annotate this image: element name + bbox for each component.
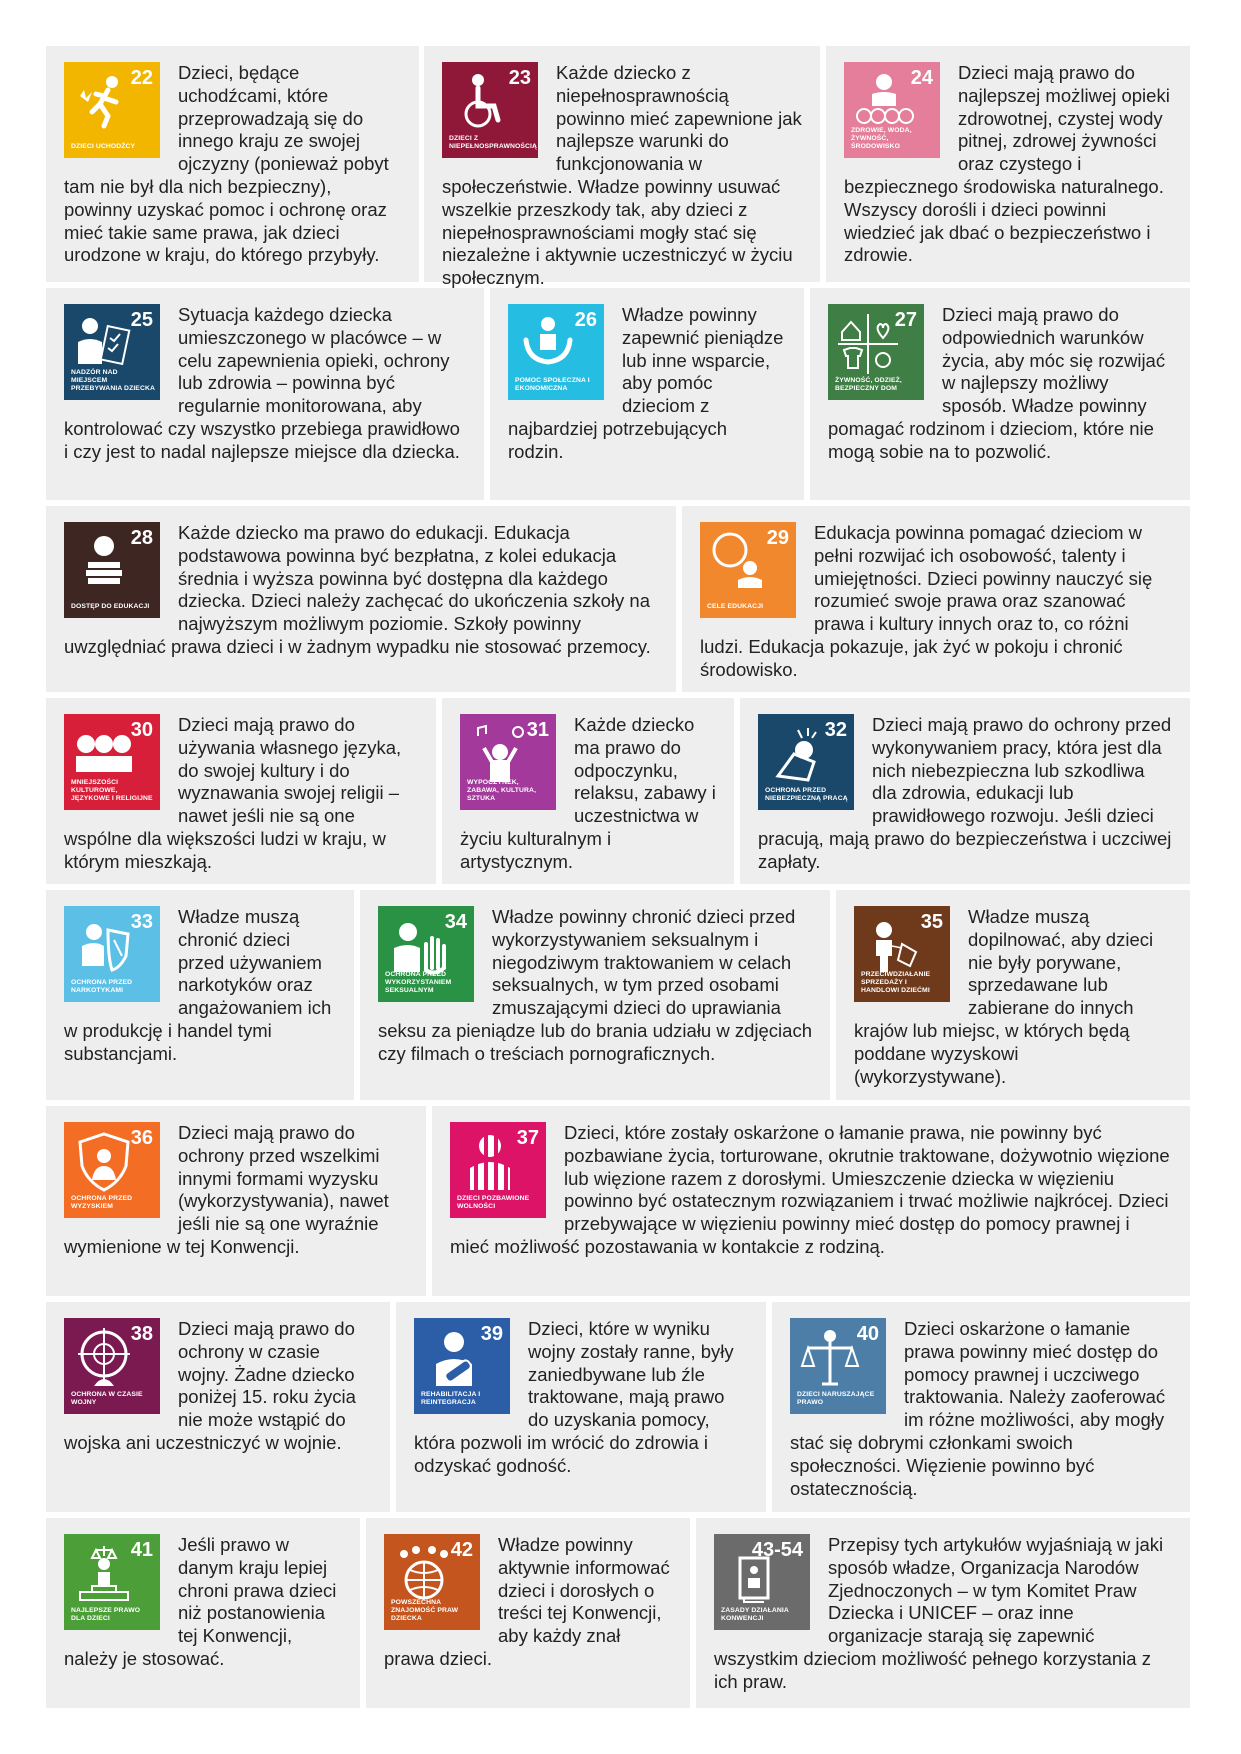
article-caption: DZIECI NARUSZAJĄCE PRAWO	[797, 1391, 875, 1406]
article-card-22	[46, 46, 419, 282]
music-play-icon	[470, 724, 530, 784]
article-number: 22	[130, 67, 153, 89]
article-card-27	[810, 288, 1190, 500]
article-caption: DOSTĘP DO EDUKACJI	[71, 603, 150, 610]
article-tile	[828, 304, 924, 400]
article-text: Każde dziecko ma prawo do edukacji. Edukacja podstawowa powinna być bezpłatna, z kolei edukacja średnia i wyższa powinna być dostępna dla każdego dziecka. Dzieci należy zachęcać do ukończenia szkoły na najwyższym możliwym poziomie. Szkoły powinny uwzględniać prawa dzieci i w żadnym wypadku nie stosować przemocy.	[64, 522, 651, 657]
checklist-icon	[74, 314, 134, 374]
scales-icon	[800, 1328, 860, 1388]
article-card-41	[46, 1518, 360, 1708]
article-text: Dzieci mają prawo do ochrony w czasie wojny. Żadne dziecko poniżej 15. roku życia nie może wstąpić do wojska ani uczestniczyć w wojnie.	[64, 1318, 356, 1453]
article-caption: POMOC SPOŁECZNA I EKONOMICZNA	[515, 377, 590, 392]
protection-icon	[74, 1132, 134, 1192]
shield-drugs-icon	[74, 916, 134, 976]
thought-icon	[710, 532, 770, 592]
article-text: Dzieci mają prawo do odpowiednich warunków życia, aby móc się rozwijać w najlepszy możliwy sposób. Władze powinny pomagać rodzinom i dzieciom, które nie mogą sobie na to pozwolić.	[828, 304, 1166, 462]
article-text: Władze powinny zapewnić pieniądze lub inne wsparcie, aby pomóc dzieciom z najbardziej potrzebujących rodzin.	[508, 304, 784, 462]
article-text: Dzieci, będące uchodźcami, które przeprowadzają się do innego kraju ze swojej ojczyzny (ponieważ pobyt tam nie był dla nich bezpieczny), powinny uzyskać pomoc i ochronę oraz mieć takie same prawa, jak dzieci urodzone w kraju, do którego przybyły.	[64, 62, 389, 266]
article-card-36	[46, 1106, 426, 1296]
article-caption: NADZÓR NAD MIEJSCEM PRZEBYWANIA DZIECKA	[71, 369, 155, 392]
article-number: 35	[920, 911, 943, 933]
article-caption: ZDROWIE, WODA, ŻYWNOŚĆ, ŚRODOWISKO	[851, 127, 912, 150]
article-number: 36	[130, 1127, 153, 1149]
article-caption: DZIECI UCHODŹCY	[71, 143, 136, 150]
article-caption: OCHRONA PRZED WYZYSKIEM	[71, 1195, 133, 1210]
article-number: 28	[130, 527, 153, 549]
article-number: 31	[526, 719, 549, 741]
article-number: 24	[910, 67, 933, 89]
article-text: Władze powinny chronić dzieci przed wykorzystywaniem seksualnym i niegodziwym traktowaniem w celach seksualnych, w tym przed osobami zmuszającymi dzieci do uprawiania seksu za pieniądze lub do brania udziału w zdjęciach czy filmach o treściach pornograficznych.	[378, 906, 812, 1064]
article-text: Jeśli prawo w danym kraju lepiej chroni prawa dzieci niż postanowienia tej Konwencji, należy je stosować.	[64, 1534, 337, 1669]
article-text: Każde dziecko z niepełnosprawnością powinno mieć zapewnione jak najlepsze warunki do funkcjonowania w społeczeństwie. Władze powinny usuwać wszelkie przeszkody tak, aby dzieci z niepełnosprawnościami mogły stać się niezależne i aktywnie uczestniczyć w życiu społecznym.	[442, 62, 802, 289]
article-tile	[64, 1318, 160, 1414]
article-number: 40	[856, 1323, 879, 1345]
article-caption: DZIECI Z NIEPEŁNOSPRAWNOŚCIĄ	[449, 135, 538, 150]
article-caption: DZIECI POZBAWIONE WOLNOŚCI	[457, 1195, 530, 1210]
article-card-30	[46, 698, 436, 884]
article-caption: POWSZECHNA ZNAJOMOŚĆ PRAW DZIECKA	[391, 1599, 459, 1622]
article-tile	[790, 1318, 886, 1414]
article-caption: OCHRONA PRZED NARKOTYKAMI	[71, 979, 133, 994]
article-number: 42	[450, 1539, 473, 1561]
article-tile	[414, 1318, 510, 1414]
article-number: 43-54	[751, 1539, 803, 1561]
article-text: Dzieci, które zostały oskarżone o łamanie prawa, nie powinny być pozbawiane życia, torturowane, okrutnie traktowane, dożywotnio więzione lub więzione razem z dorosłymi. Umieszczenie dziecka w więzieniu powinno być ostatecznym rozwiązaniem i trwać możliwie najkrócej. Dzieci przebywające w więzieniu powinny mieć dostęp do pomocy prawnej i mieć możliwość pozostawania w kontakcie z rodziną.	[450, 1122, 1170, 1257]
article-number: 38	[130, 1323, 153, 1345]
article-number: 34	[444, 911, 467, 933]
article-tile	[64, 1534, 160, 1630]
hands-icon	[518, 314, 578, 374]
globe-people-icon	[394, 1544, 454, 1604]
article-number: 27	[894, 309, 917, 331]
article-number: 29	[766, 527, 789, 549]
article-tile	[508, 304, 604, 400]
article-card-32	[740, 698, 1190, 884]
article-caption: OCHRONA W CZASIE WOJNY	[71, 1391, 143, 1406]
article-tile	[64, 906, 160, 1002]
article-text: Dzieci mają prawo do ochrony przed wykonywaniem pracy, która jest dla nich niebezpieczna lub szkodliwa dla zdrowia, edukacji lub prawidłowego rozwoju. Jeśli dzieci pracują, mają prawo do bezpieczeństwa i uczciwej zapłaty.	[758, 714, 1172, 872]
article-tile	[384, 1534, 480, 1630]
article-caption: ŻYWNOŚĆ, ODZIEŻ, BEZPIECZNY DOM	[835, 377, 902, 392]
article-text: Sytuacja każdego dziecka umieszczonego w placówce – w celu zapewnienia opieki, ochrony lub zdrowia – powinna być regularnie monitorowana, aby kontrolować czy wszystko przebiega prawidłowo i czy jest to nadal najlepsze miejsce dla dziecka.	[64, 304, 460, 462]
article-card-34	[360, 890, 830, 1100]
article-caption: REHABILITACJA I REINTEGRACJA	[421, 1391, 481, 1406]
article-caption: CELE EDUKACJI	[707, 603, 764, 610]
article-caption: MNIEJSZOŚCI KULTUROWE, JĘZYKOWE I RELIGIJNE	[71, 779, 153, 802]
article-tile	[378, 906, 474, 1002]
article-card-39	[396, 1302, 766, 1512]
article-card-26	[490, 288, 804, 500]
work-icon	[768, 724, 828, 784]
article-tile	[64, 1122, 160, 1218]
article-card-23	[424, 46, 820, 289]
article-caption: OCHRONA PRZED WYKORZYSTANIEM SEKSUALNYM	[385, 971, 452, 994]
article-tile	[64, 304, 160, 400]
article-caption: NAJLEPSZE PRAWO DLA DZIECI	[71, 1607, 141, 1622]
article-tile	[64, 714, 160, 810]
bars-icon	[460, 1132, 520, 1192]
article-text: Przepisy tych artykułów wyjaśniają w jaki sposób władze, Organizacja Narodów Zjednoczonych – w tym Komitet Praw Dziecka i UNICEF – oraz inne organizacje starają się zapewnić wszystkim dzieciom możliwość pełnego korzystania z ich praw.	[714, 1534, 1164, 1692]
article-caption: ZASADY DZIAŁANIA KONWENCJI	[721, 1607, 789, 1622]
article-card-42	[366, 1518, 690, 1708]
article-tile	[64, 62, 160, 158]
article-tile	[758, 714, 854, 810]
article-card-43-54	[696, 1518, 1190, 1708]
article-number: 37	[516, 1127, 539, 1149]
home-food-icon	[838, 314, 898, 374]
article-text: Dzieci mają prawo do używania własnego języka, do swojej kultury i do wyznawania swojej religii – nawet jeśli nie są one wspólne dla większości ludzi w kraju, w którym mieszkają.	[64, 714, 402, 872]
article-card-33	[46, 890, 354, 1100]
target-icon	[74, 1328, 134, 1388]
price-tag-icon	[864, 916, 924, 976]
article-card-31	[442, 698, 734, 884]
article-tile	[450, 1122, 546, 1218]
article-text: Władze muszą chronić dzieci przed używaniem narkotyków oraz angażowaniem ich w produkcję i handel tymi substancjami.	[64, 906, 332, 1064]
article-text: Dzieci, które w wyniku wojny zostały ranne, były zaniedbywane lub źle traktowane, mają prawo do uzyskania pomocy, która pozwoli im wrócić do zdrowia i odzyskać godność.	[414, 1318, 734, 1476]
article-tile	[64, 522, 160, 618]
article-text: Edukacja powinna pomagać dzieciom w pełni rozwijać ich osobowość, talenty i umiejętności. Dzieci powinny nauczyć się rozumieć swoje prawa oraz szanować prawa i kultury innych oraz to, co różni ludzi. Edukacja pokazuje, jak żyć w pokoju i chronić środowisko.	[700, 522, 1153, 680]
article-number: 33	[130, 911, 153, 933]
running-child-icon	[74, 72, 134, 132]
article-card-35	[836, 890, 1190, 1100]
article-tile	[460, 714, 556, 810]
article-caption: PRZECIWDZIAŁANIE SPRZEDAŻY I HANDLOWI DZIEĆMI	[861, 971, 931, 994]
article-text: Dzieci mają prawo do najlepszej możliwej opieki zdrowotnej, czystej wody pitnej, zdrowej żywności oraz czystego i bezpiecznego środowiska naturalnego. Wszyscy dorośli i dzieci powinni wiedzieć jak dbać o bezpieczeństwo i zdrowie.	[844, 62, 1170, 266]
article-text: Władze powinny aktywnie informować dzieci i dorosłych o treści tej Konwencji, aby każdy znał prawa dzieci.	[384, 1534, 670, 1669]
article-number: 32	[824, 719, 847, 741]
article-card-40	[772, 1302, 1190, 1512]
article-caption: OCHRONA PRZED NIEBEZPIECZNĄ PRACĄ	[765, 787, 848, 802]
article-number: 39	[480, 1323, 503, 1345]
bandage-icon	[424, 1328, 484, 1388]
article-tile	[442, 62, 538, 158]
article-text: Dzieci mają prawo do ochrony przed wszelkimi innymi formami wyzysku (wykorzystywania), nawet jeśli nie są one wyraźnie wymienione w tej Konwencji.	[64, 1122, 389, 1257]
podium-icon	[74, 1544, 134, 1604]
article-card-28	[46, 506, 676, 692]
health-icon	[854, 72, 914, 132]
article-card-25	[46, 288, 484, 500]
article-tile	[700, 522, 796, 618]
article-text: Dzieci oskarżone o łamanie prawa powinny mieć dostęp do pomocy prawnej i uczciwego traktowania. Należy zaoferować im różne możliwości, aby mogły stać się dobrymi członkami swoich społeczności. Więzienie powinno być ostatecznością.	[790, 1318, 1166, 1499]
article-tile	[844, 62, 940, 158]
wheelchair-icon	[452, 72, 512, 132]
stop-hand-icon	[388, 916, 448, 976]
article-card-24	[826, 46, 1190, 282]
article-tile	[854, 906, 950, 1002]
article-card-37	[432, 1106, 1190, 1296]
article-card-38	[46, 1302, 390, 1512]
books-icon	[74, 532, 134, 592]
article-tile	[714, 1534, 810, 1630]
article-caption: WYPOCZYNEK, ZABAWA, KULTURA, SZTUKA	[467, 779, 537, 802]
article-number: 25	[130, 309, 153, 331]
article-number: 23	[508, 67, 531, 89]
article-number: 30	[130, 719, 153, 741]
group-icon	[74, 724, 134, 784]
article-text: Władze muszą dopilnować, aby dzieci nie były porywane, sprzedawane lub zabierane do innych krajów lub miejsc, w których będą poddane wyzyskowi (wykorzystywane).	[854, 906, 1154, 1087]
article-number: 26	[574, 309, 597, 331]
article-text: Każde dziecko ma prawo do odpoczynku, relaksu, zabawy i uczestnictwa w życiu kulturalnym i artystycznym.	[460, 714, 716, 872]
article-number: 41	[130, 1539, 153, 1561]
article-card-29	[682, 506, 1190, 692]
